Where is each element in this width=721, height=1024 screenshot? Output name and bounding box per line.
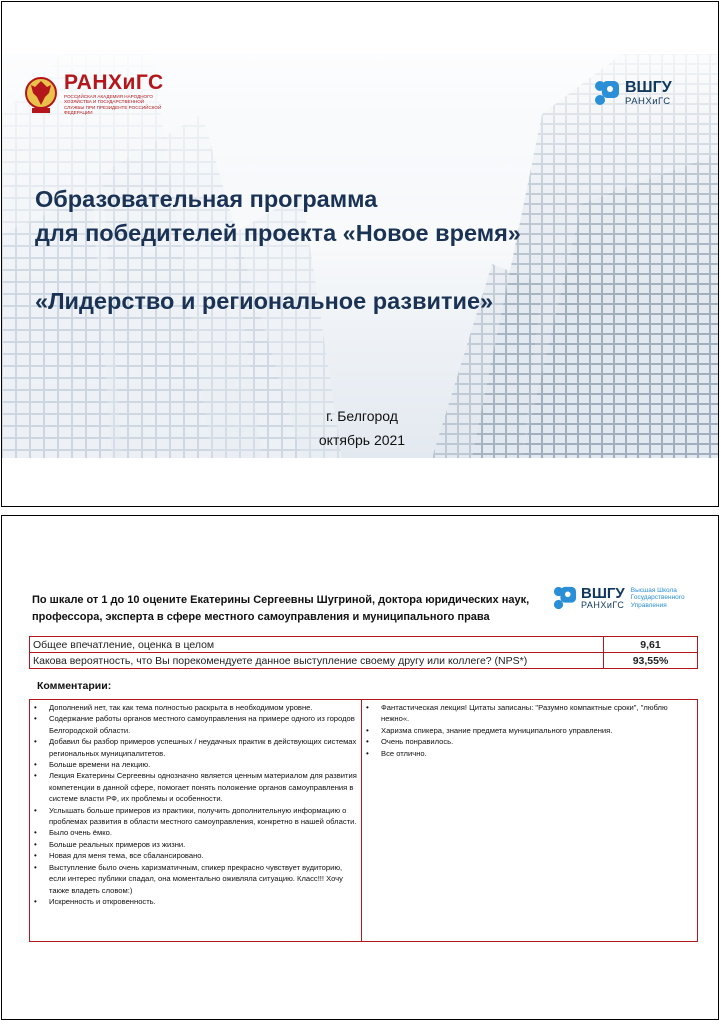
ranepa-logo-subtitle: РОССИЙСКАЯ АКАДЕМИЯ НАРОДНОГО ХОЗЯЙСТВА И ГОСУДАРСТВЕННОЙ СЛУЖБЫ ПРИ ПРЕЗИДЕНТЕ РОССИЙСКОЙ ФЕДЕРАЦИИ [64,94,162,116]
comments-right-list [366,702,693,759]
list-item: • Новая для меня тема, все сбалансировано. [34,850,357,861]
score-label: Общее впечатление, оценка в целом [30,637,604,653]
list-item: • Содержание работы органов местного самоуправления на примере одного из городов Белгородской области. [34,713,357,736]
list-item: • Услышать больше примеров из практики, получить дополнительную информацию о проблемах развития в области местного самоуправления, конкретно в нашей области. [34,805,357,828]
list-item: • Больше реальных примеров из жизни. [34,839,357,850]
list-item: • Фантастическая лекция! Цитаты записаны: "Разумно компактные сроки", "люблю нежно«. [366,702,693,725]
vshgu-logo-description [631,587,685,610]
list-item: • Добавил бы разбор примеров успешных / неудачных практик в действующих системах региональных муниципалитетов. [34,736,357,759]
vshgu-mark-icon [553,586,577,610]
vshgu-logo-name: ВШГУ [581,585,625,602]
feedback-slide [1,515,719,1020]
comments-label: Комментарии: [37,680,112,692]
place-and-date [302,404,422,452]
vshgu-logo [594,80,672,107]
comments-box [29,699,698,942]
vshgu-logo-sub: РАНХиГС [581,600,625,610]
title-line-2: для победителей проекта «Новое время» [35,220,521,246]
score-label: Какова вероятность, что Вы порекомендуете данное выступление своему другу или коллеге? (NPS*) [30,653,604,669]
list-item: • Искренность и откровенность. [34,896,357,907]
list-item: • Все отлично. [366,748,693,759]
comments-left-list [34,702,357,907]
program-subtitle: «Лидерство и региональное развитие» [35,288,494,314]
list-item: • Дополнений нет, так как тема полностью раскрыта в необходимом уровне. [34,702,357,713]
slide-title [35,182,675,318]
vshgu-mark-icon [594,80,620,106]
vshgu-desc-line: Высшая Школа [630,586,677,594]
title-line-1: Образовательная программа [35,186,378,212]
table-row [30,637,698,653]
scores-table [29,636,698,669]
score-value: 9,61 [604,637,698,653]
list-item: • Больше времени на лекцию. [34,759,357,770]
list-item: • Очень понравилось. [366,736,693,747]
date: октябрь 2021 [318,432,406,448]
list-item: • Лекция Екатерины Сергеевны однозначно является ценным материалом для развития компетенции в данной сфере, помогает понять положение органов самоуправления в системе власти РФ, их проблемы и особенности. [34,770,357,804]
title-slide [1,1,719,507]
list-item: • Выступление было очень харизматичным, спикер прекрасно чувствует вудиторию, если интерес публики спадал, она моментально оживляла ситуацию. Класс!!! Хочу также владеть словом:) [34,862,357,896]
double-headed-eagle-emblem-icon [24,73,58,115]
comments-label-text: Комментарии [37,680,108,692]
vshgu-logo-name: ВШГУ [625,79,672,96]
ranepa-logo [24,72,164,116]
city: г. Белгород [326,408,398,424]
ranepa-logo-name: РАНХиГС [64,71,164,94]
table-row [30,653,698,669]
vshgu-desc-line: Государственного [630,594,685,602]
score-value: 93,55% [604,653,698,669]
list-item: • Харизма спикера, знание предмета муниципального управления. [366,725,693,736]
comments-left-column [30,700,362,941]
survey-heading: По шкале от 1 до 10 оцените Екатерины Сергеевны Шугриной, доктора юридических наук, профессора, эксперта в сфере местного самоуправления и муниципального права [32,594,530,623]
comments-right-column [362,700,697,941]
list-item: • Было очень ёмко. [34,827,357,838]
vshgu-logo [553,586,685,610]
vshgu-desc-line: Управления [630,601,667,609]
vshgu-logo-sub: РАНХиГС [625,96,671,107]
